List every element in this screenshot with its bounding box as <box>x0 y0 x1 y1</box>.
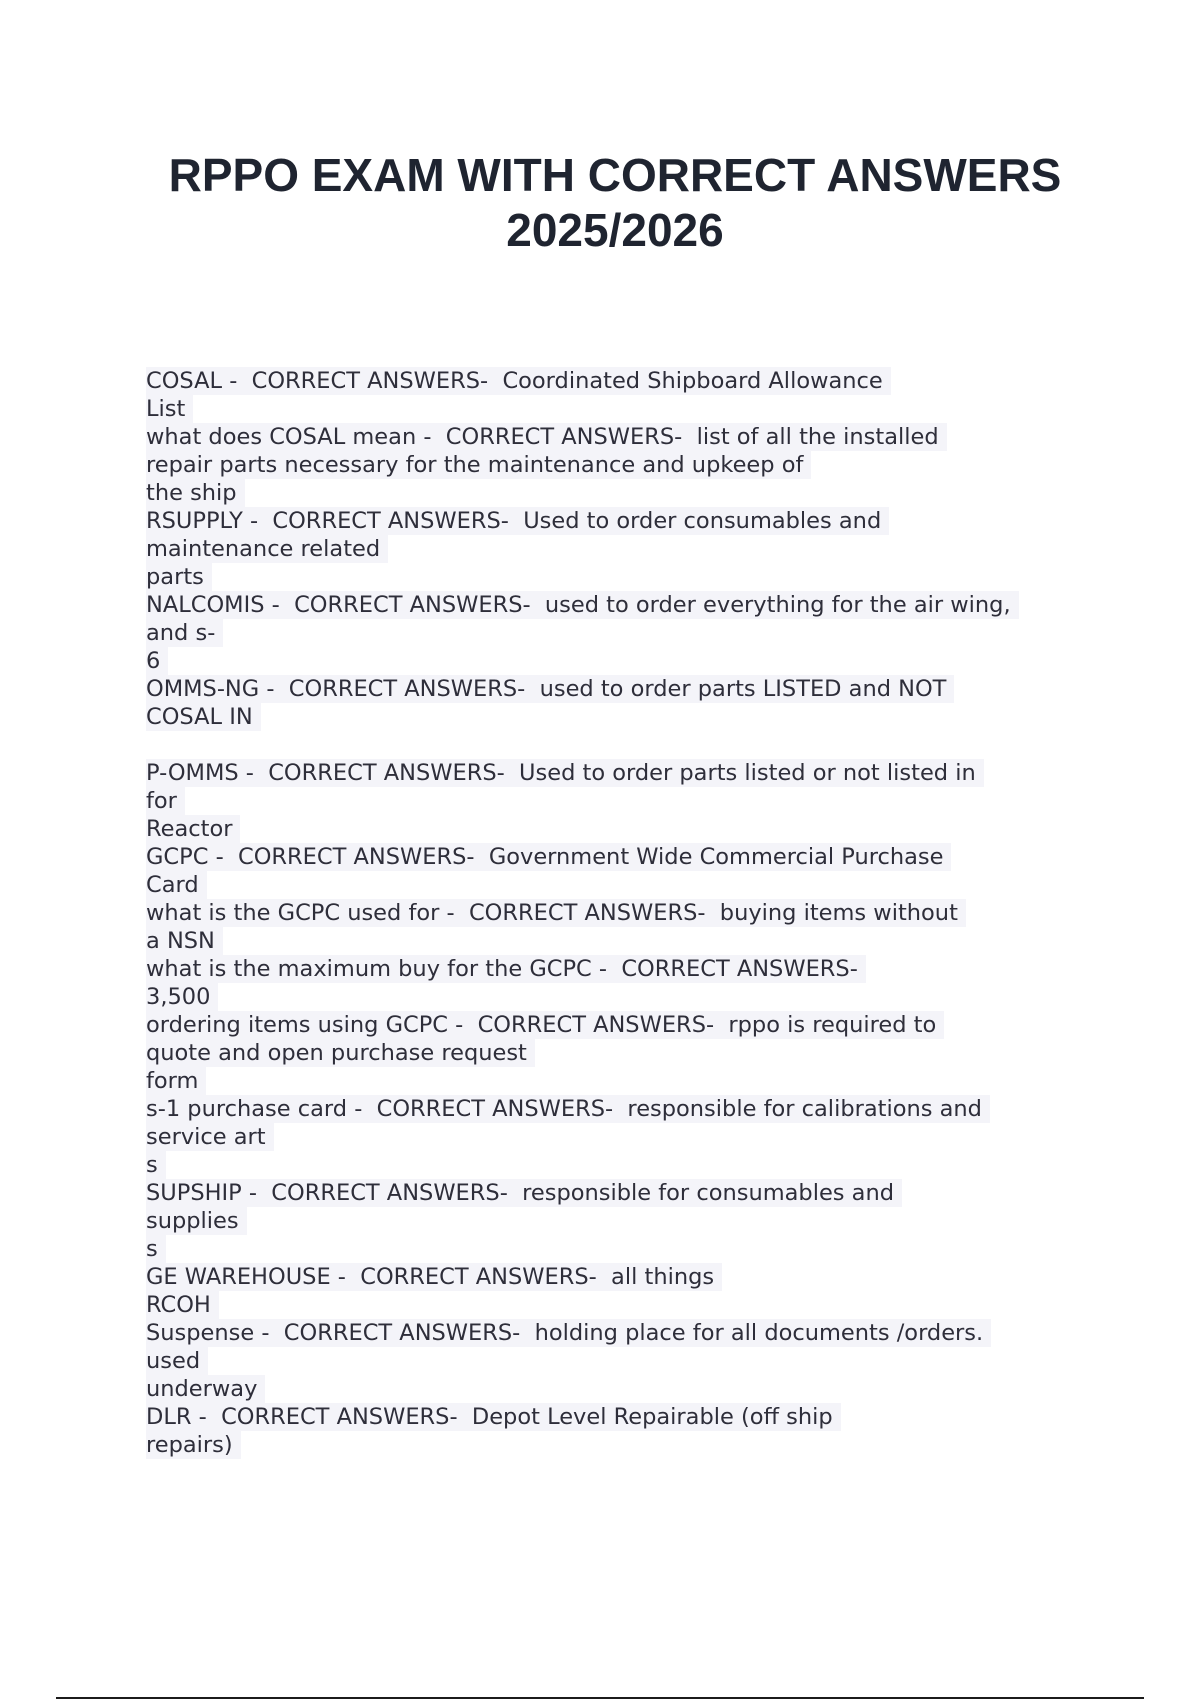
document-title-line-1: RPPO EXAM WITH CORRECT ANSWERS <box>168 149 1062 201</box>
qa-entry-line-text: what does COSAL mean - CORRECT ANSWERS- list of all the installed <box>146 423 947 451</box>
qa-entry-line-text: ordering items using GCPC - CORRECT ANSWERS- rppo is required to <box>146 1011 944 1039</box>
qa-entry-line <box>146 1431 1106 1459</box>
qa-entry-line-text: OMMS-NG - CORRECT ANSWERS- used to order parts LISTED and NOT <box>146 675 954 703</box>
document-title-line-2: 2025/2026 <box>506 204 724 256</box>
qa-entry-line <box>146 647 1106 675</box>
qa-entry-line-text: GCPC - CORRECT ANSWERS- Government Wide Commercial Purchase <box>146 843 951 871</box>
qa-entry-line-text: NALCOMIS - CORRECT ANSWERS- used to order everything for the air wing, <box>146 591 1019 619</box>
qa-entry <box>146 1095 1106 1179</box>
qa-entry-line <box>146 1235 1106 1263</box>
qa-entry-line <box>146 1151 1106 1179</box>
qa-entry <box>146 759 1106 843</box>
qa-entry-line <box>146 479 1106 507</box>
qa-entry-line <box>146 1319 1106 1347</box>
qa-entry-line <box>146 759 1106 787</box>
qa-entry-line-text: GE WAREHOUSE - CORRECT ANSWERS- all things <box>146 1263 722 1291</box>
qa-entry-line-text: parts <box>146 563 212 591</box>
qa-entry-line <box>146 535 1106 563</box>
qa-entry-line-text: repair parts necessary for the maintenance and upkeep of <box>146 451 811 479</box>
qa-entry-line-text: 6 <box>146 647 168 675</box>
qa-entry-line <box>146 1375 1106 1403</box>
qa-entry-line-text: quote and open purchase request <box>146 1039 535 1067</box>
qa-entry-line <box>146 1067 1106 1095</box>
qa-entry-line-text: for <box>146 787 185 815</box>
qa-entry-line-text: RSUPPLY - CORRECT ANSWERS- Used to order consumables and <box>146 507 889 535</box>
qa-list <box>146 367 1106 1459</box>
qa-entry-line <box>146 787 1106 815</box>
qa-entry-line <box>146 815 1106 843</box>
qa-entry-line <box>146 507 1106 535</box>
qa-entry-line-text: Suspense - CORRECT ANSWERS- holding place for all documents /orders. <box>146 1319 991 1347</box>
qa-entry-line <box>146 451 1106 479</box>
qa-entry-line <box>146 367 1106 395</box>
qa-entry-line <box>146 731 1106 759</box>
qa-entry-line <box>146 899 1106 927</box>
qa-entry-line-text: underway <box>146 1375 265 1403</box>
qa-entry-line <box>146 927 1106 955</box>
qa-entry-line-text: s <box>146 1151 166 1179</box>
qa-entry <box>146 1179 1106 1263</box>
qa-entry-line <box>146 1179 1106 1207</box>
qa-entry <box>146 1263 1106 1319</box>
qa-entry-line <box>146 871 1106 899</box>
qa-entry-line-text: supplies <box>146 1207 247 1235</box>
qa-entry-line-text: s <box>146 1235 166 1263</box>
qa-entry-line-text: used <box>146 1347 208 1375</box>
qa-entry-line <box>146 1123 1106 1151</box>
qa-entry-line-text: DLR - CORRECT ANSWERS- Depot Level Repairable (off ship <box>146 1403 841 1431</box>
qa-entry-line-text: SUPSHIP - CORRECT ANSWERS- responsible for consumables and <box>146 1179 902 1207</box>
qa-entry-line-text: Card <box>146 871 207 899</box>
qa-entry <box>146 675 1106 759</box>
qa-entry <box>146 843 1106 899</box>
qa-entry <box>146 899 1106 955</box>
qa-entry-line-text: service art <box>146 1123 274 1151</box>
qa-entry-line <box>146 955 1106 983</box>
qa-entry <box>146 591 1106 675</box>
qa-entry-line <box>146 1403 1106 1431</box>
qa-entry-line-text: and s- <box>146 619 223 647</box>
qa-entry-line-text: a NSN <box>146 927 223 955</box>
qa-entry-line <box>146 423 1106 451</box>
qa-entry <box>146 423 1106 507</box>
qa-entry-line <box>146 703 1106 731</box>
qa-entry-line <box>146 395 1106 423</box>
qa-entry-line <box>146 843 1106 871</box>
qa-entry-line-text: COSAL IN <box>146 703 261 731</box>
qa-entry-line <box>146 591 1106 619</box>
qa-entry <box>146 1403 1106 1459</box>
qa-entry-line-text: s-1 purchase card - CORRECT ANSWERS- responsible for calibrations and <box>146 1095 990 1123</box>
qa-entry-line-text: the ship <box>146 479 245 507</box>
qa-entry-line-text: List <box>146 395 193 423</box>
qa-entry-line-text: COSAL - CORRECT ANSWERS- Coordinated Shipboard Allowance <box>146 367 891 395</box>
qa-entry-line-text: what is the maximum buy for the GCPC - CORRECT ANSWERS- <box>146 955 866 983</box>
qa-entry-line-text: form <box>146 1067 206 1095</box>
qa-entry-line-text: what is the GCPC used for - CORRECT ANSWERS- buying items without <box>146 899 966 927</box>
qa-entry-line <box>146 675 1106 703</box>
qa-entry-line <box>146 1291 1106 1319</box>
qa-entry <box>146 507 1106 591</box>
qa-entry-line-text: maintenance related <box>146 535 388 563</box>
qa-entry-line-text: 3,500 <box>146 983 218 1011</box>
qa-entry <box>146 955 1106 1011</box>
qa-entry-line <box>146 563 1106 591</box>
document-title <box>120 148 1110 258</box>
qa-entry-line <box>146 1207 1106 1235</box>
qa-entry <box>146 1011 1106 1095</box>
qa-entry-line <box>146 1011 1106 1039</box>
footer-rule <box>56 1697 1144 1699</box>
qa-entry-line <box>146 619 1106 647</box>
qa-entry <box>146 367 1106 423</box>
qa-entry-line <box>146 983 1106 1011</box>
qa-entry <box>146 1319 1106 1403</box>
qa-entry-line <box>146 1347 1106 1375</box>
qa-entry-line <box>146 1095 1106 1123</box>
qa-entry-line-text: repairs) <box>146 1431 241 1459</box>
qa-entry-line-text: P-OMMS - CORRECT ANSWERS- Used to order parts listed or not listed in <box>146 759 984 787</box>
qa-entry-line-text: RCOH <box>146 1291 219 1319</box>
qa-entry-line <box>146 1263 1106 1291</box>
qa-entry-line <box>146 1039 1106 1067</box>
qa-entry-line-text: Reactor <box>146 815 240 843</box>
